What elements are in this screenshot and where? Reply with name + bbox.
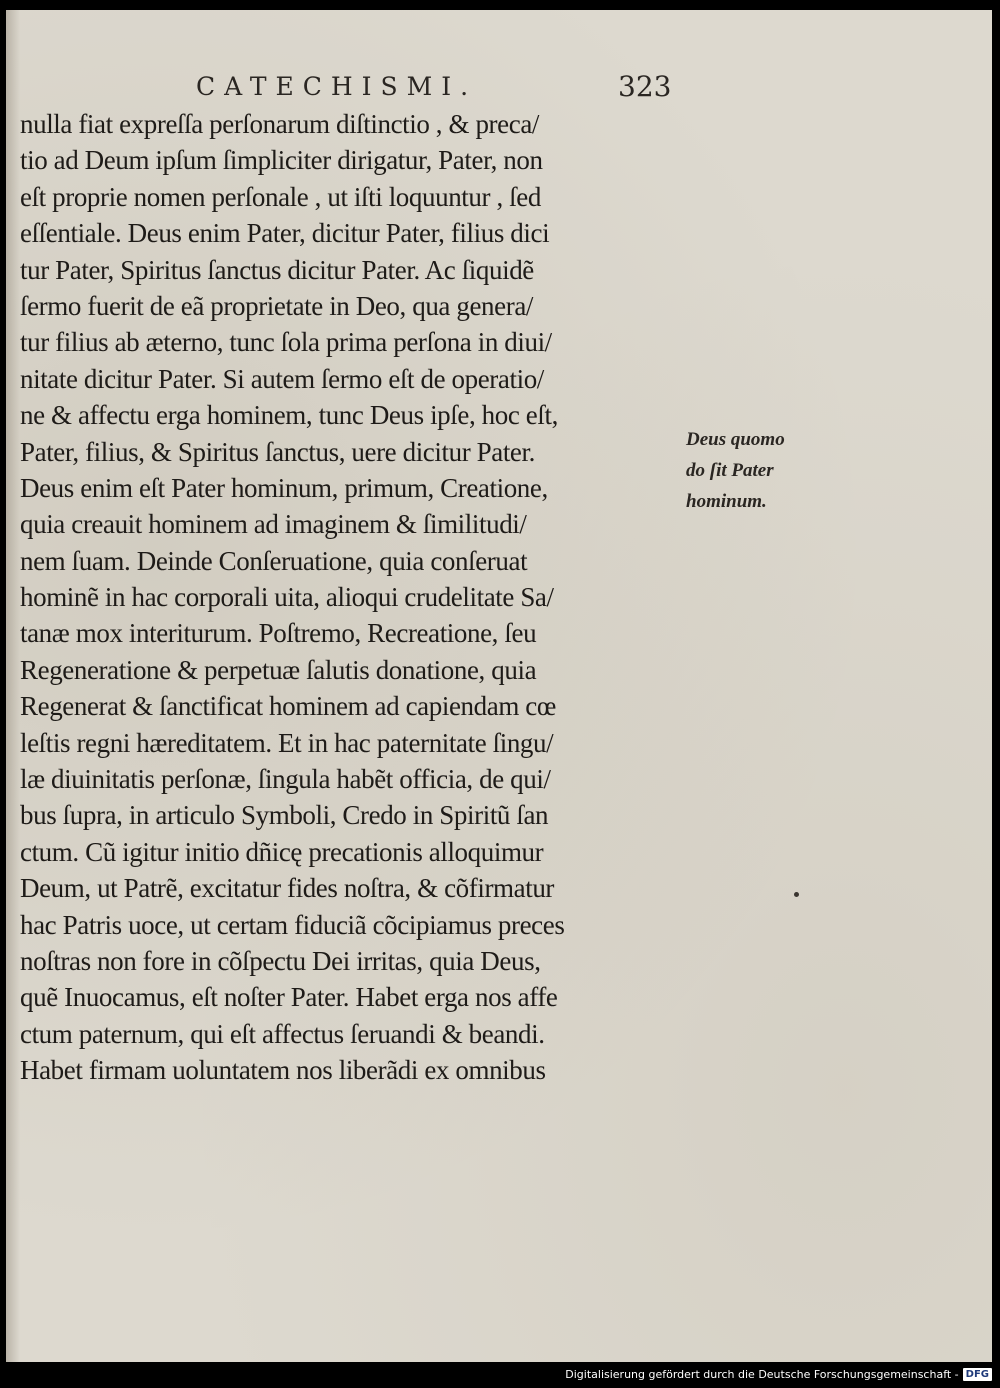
text-line: eſt proprie nomen perſonale , ut iſti loquuntur , ſed xyxy=(20,181,541,212)
text-line: læ diuinitatis perſonæ, ſingula habẽt officia, de qui/ xyxy=(20,764,551,795)
digitization-credit xyxy=(565,1364,992,1384)
text-line: Deus enim eſt Pater hominum, primum, Creatione, xyxy=(20,472,548,503)
book-page xyxy=(6,10,992,1362)
text-line: leſtis regni hæreditatem. Et in hac paternitate ſingu/ xyxy=(20,727,554,758)
text-line: Regeneratione & perpetuæ ſalutis donatione, quia xyxy=(20,654,537,685)
text-line: ne & affectu erga hominem, tunc Deus ipſe, hoc eſt, xyxy=(20,400,558,431)
text-line: quẽ Inuocamus, eſt noſter Pater. Habet erga nos affe xyxy=(20,982,558,1013)
text-line: eſſentiale. Deus enim Pater, dicitur Pater, filius dici xyxy=(20,218,550,249)
running-head: CATECHISMI. xyxy=(196,72,478,101)
text-line: tanæ mox interiturum. Poſtremo, Recreatione, ſeu xyxy=(20,618,537,649)
body-text xyxy=(20,106,700,1089)
text-line: ctum paternum, qui eſt affectus ſeruandi & beandi. xyxy=(20,1018,545,1049)
marginal-note-line: hominum. xyxy=(686,491,767,512)
credit-text: Digitalisierung gefördert durch die Deutsche Forschungsgemeinschaft - xyxy=(565,1367,959,1381)
text-line: tio ad Deum ipſum ſimpliciter dirigatur, Pater, non xyxy=(20,145,543,176)
text-line: Deum, ut Patrẽ, excitatur fides noſtra, & cõfirmatur xyxy=(20,873,555,904)
text-line: Habet firmam uoluntatem nos liberãdi ex omnibus xyxy=(20,1055,546,1086)
text-line: ſermo fuerit de eã proprietate in Deo, qua genera/ xyxy=(20,290,533,321)
text-line: nulla fiat expreſſa perſonarum diſtinctio , & preca/ xyxy=(20,109,540,139)
text-line: Pater, filius, & Spiritus ſanctus, uere dicitur Pater. xyxy=(20,436,535,467)
text-line: noſtras non fore in cõſpectu Dei irritas, quia Deus, xyxy=(20,945,541,976)
marginal-note-line: Deus quomo xyxy=(686,429,785,450)
text-line: hac Patris uoce, ut certam fiduciã cõcipiamus preces xyxy=(20,909,565,940)
text-line: nitate dicitur Pater. Si autem ſermo eſt de operatio/ xyxy=(20,363,544,394)
text-line: tur filius ab æterno, tunc ſola prima perſona in diui/ xyxy=(20,327,552,358)
dfg-logo-icon: DFG xyxy=(963,1368,992,1381)
text-line: nem ſuam. Deinde Conſeruatione, quia conſeruat xyxy=(20,545,528,576)
text-line: hominẽ in hac corporali uita, alioqui crudelitate Sa/ xyxy=(20,582,554,613)
marginal-note xyxy=(686,424,816,517)
ink-spot xyxy=(794,892,799,897)
marginal-note-line: do ſit Pater xyxy=(686,460,774,481)
text-line: ctum. Cũ igitur initio dñicę precationis alloquimur xyxy=(20,836,544,867)
text-line: tur Pater, Spiritus ſanctus dicitur Pater. Ac ſiquidẽ xyxy=(20,254,534,285)
page-number: 323 xyxy=(618,70,672,103)
text-line: quia creauit hominem ad imaginem & ſimilitudi/ xyxy=(20,509,527,540)
text-line: bus ſupra, in articulo Symboli, Credo in Spiritũ ſan xyxy=(20,800,549,831)
text-line: Regenerat & ſanctificat hominem ad capiendam cœ xyxy=(20,691,556,722)
